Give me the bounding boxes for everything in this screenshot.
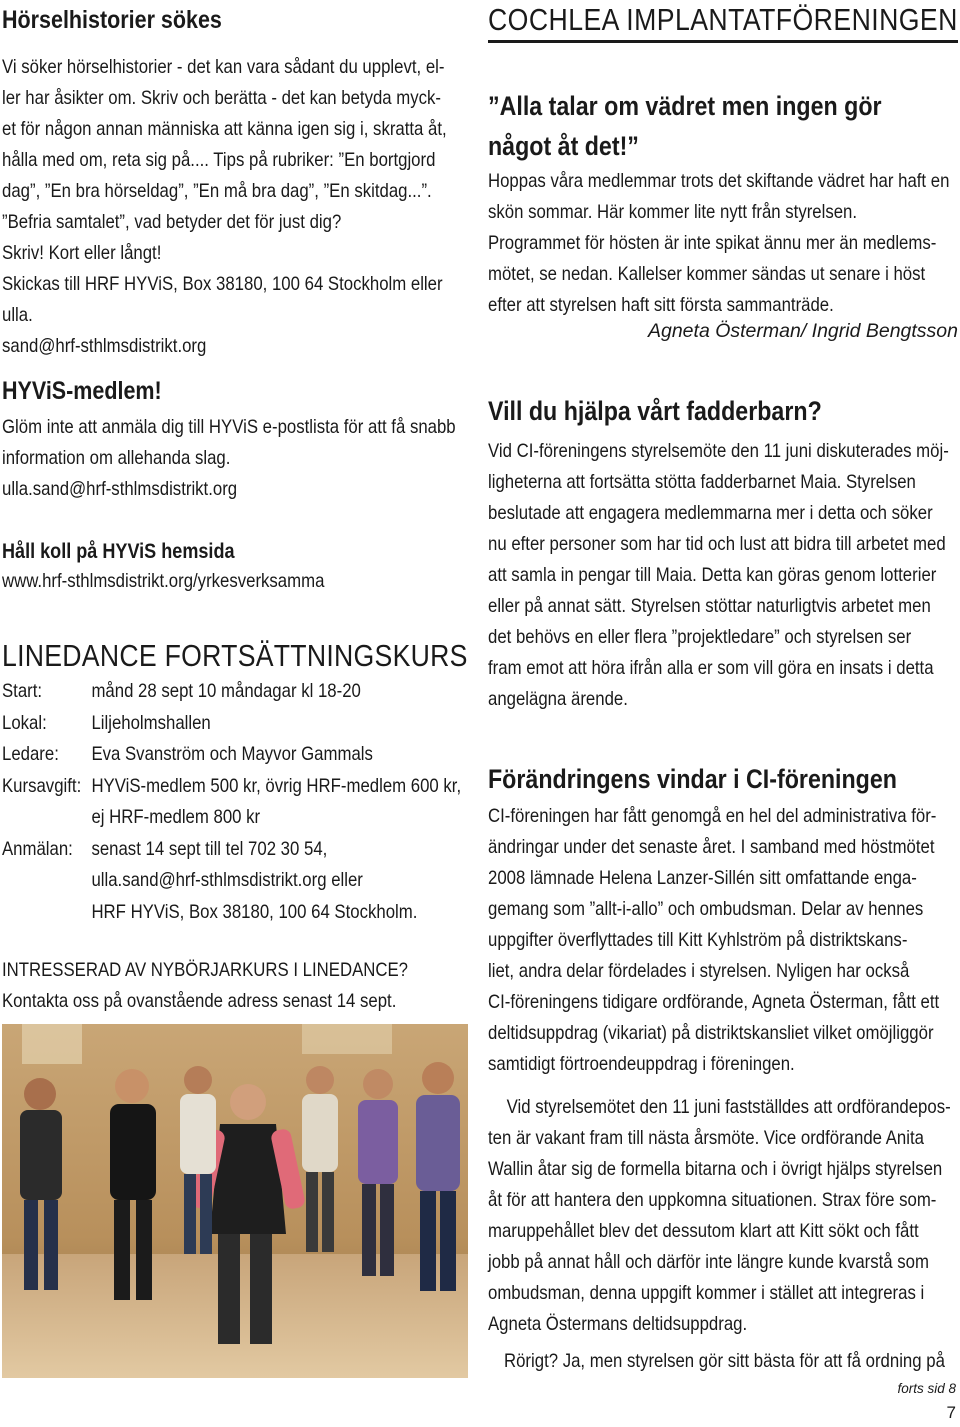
linedance-heading: LINEDANCE FORTSÄTTNINGSKURS: [2, 638, 468, 673]
fadderbarn-heading: Vill du hjälpa vårt fadderbarn?: [488, 396, 822, 426]
text-line: efter att styrelsen haft sitt första sammanträde.: [488, 294, 834, 316]
text-line: åt för att hantera den uppkomna situationen. Strax före som-: [488, 1189, 937, 1211]
hemsida-url[interactable]: www.hrf-sthlmsdistrikt.org/yrkesverksamma: [2, 570, 325, 592]
table-row: [2, 834, 484, 866]
horselhistorier-body: [2, 52, 466, 362]
text-line: mötet, se nedan. Kallelser kommer sändas ut senare i höst: [488, 263, 926, 285]
text-line: Hoppas våra medlemmar trots det skiftande vädret har haft en: [488, 170, 950, 192]
text-line: beslutade att engagera medlemmarna mer i detta och söker: [488, 502, 933, 524]
text-line: INTRESSERAD AV NYBÖRJARKURS I LINEDANCE?: [2, 959, 409, 981]
forandringens-vindar-body-2: [488, 1092, 958, 1340]
forandringens-vindar-heading: Förändringens vindar i CI-föreningen: [488, 764, 897, 794]
signature: Agneta Österman/ Ingrid Bengtsson: [647, 320, 958, 342]
text-line: angelägna ärende.: [488, 688, 628, 710]
text-line: skön sommar. Här kommer lite nytt från styrelsen.: [488, 201, 858, 223]
fadderbarn-body: [488, 436, 958, 715]
row-key: Anmälan:: [2, 837, 73, 860]
text-line: liet, andra delar fördelades i styrelsen. Nyligen har också: [488, 960, 910, 982]
row-key: Start:: [2, 680, 43, 702]
text-line: CI-föreningens tidigare ordförande, Agneta Österman, fått ett: [488, 991, 940, 1013]
section-divider: [488, 40, 958, 43]
row-key: Kursavgift:: [2, 774, 82, 797]
table-row: [2, 708, 484, 740]
hemsida-heading: Håll koll på HYViS hemsida: [2, 540, 235, 563]
rorigt-line: Rörigt? Ja, men styrelsen gör sitt bästa för att få ordning på: [504, 1350, 945, 1372]
hyvis-medlem-body: [2, 412, 473, 505]
table-row: [2, 739, 484, 771]
text-line: ombudsman, denna uppgift kommer i stället att integreras i: [488, 1282, 925, 1304]
row-value: Eva Svanström och Mayvor Gammals: [91, 743, 373, 765]
row-key: [2, 802, 91, 834]
hyvis-medlem-heading: HYViS-medlem!: [2, 377, 162, 405]
row-value: Liljeholmshallen: [91, 711, 211, 734]
text-line: uppgifter överflyttades till Kitt Kyhlström på distriktskans-: [488, 929, 908, 951]
text-line: maruppehållet blev det dessutom klart att Kitt sökt och fått: [488, 1220, 919, 1242]
text-line: 2008 lämnade Helena Lanzer-Sillén sitt omfattande enga-: [488, 867, 917, 889]
row-value: ej HRF-medlem 800 kr: [91, 806, 261, 828]
row-value: månd 28 sept 10 måndagar kl 18-20: [91, 680, 361, 702]
row-key: [2, 865, 91, 897]
text-line: Kontakta oss på ovanstående adress senast 14 sept.: [2, 990, 397, 1012]
horselhistorier-heading: Hörselhistorier sökes: [2, 6, 222, 34]
text-line: det behövs en eller flera ”projektledare” och styrelsen ser: [488, 626, 912, 648]
row-value: HRF HYViS, Box 38180, 100 64 Stockholm.: [91, 900, 418, 923]
row-key: Lokal:: [2, 711, 47, 734]
text-line: nu efter personer som har tid och lust att bidra till arbetet med: [488, 533, 946, 555]
email-link[interactable]: ulla.sand@hrf-sthlmsdistrikt.org: [2, 478, 238, 500]
linedance-photo: [2, 1024, 468, 1378]
alla-talar-heading: [488, 86, 960, 166]
continued-note: forts sid 8: [897, 1381, 956, 1396]
row-value: senast 14 sept till tel 702 30 54,: [91, 837, 328, 860]
text-line: Glöm inte att anmäla dig till HYViS e-postlista för att få snabb: [2, 416, 456, 438]
forandringens-vindar-body: [488, 801, 958, 1080]
text-line: jobb på annat håll och därför inte längre kunde kvarstå som: [488, 1251, 929, 1273]
text-line: Skickas till HRF HYViS, Box 38180, 100 64 Stockholm eller ulla.: [2, 273, 443, 326]
nyborjarkurs-notice: [2, 955, 484, 1017]
text-line: information om allehanda slag.: [2, 447, 231, 469]
text-line: fram emot att höra ifrån alla er som vill göra en insats i detta: [488, 657, 934, 679]
row-key: [2, 897, 91, 929]
text-line: Agneta Östermans deltidsuppdrag.: [488, 1313, 748, 1335]
text-line: ligheterna att fortsätta stötta fadderbarnet Maia. Styrelsen: [488, 471, 916, 493]
linedance-details-table: [2, 676, 484, 928]
text-line: Vid styrelsemötet den 11 juni fastställdes att ordförandepos-: [488, 1096, 951, 1118]
text-line: ändringar under det senaste året. I samband med höstmötet: [488, 836, 935, 858]
heading-line: något åt det!”: [488, 131, 639, 161]
cochlea-section-title: COCHLEA IMPLANTATFÖRENINGEN: [488, 2, 958, 37]
text-line: Programmet för hösten är inte spikat ännu mer än medlems-: [488, 232, 937, 254]
email-link[interactable]: sand@hrf-sthlmsdistrikt.org: [2, 335, 207, 357]
text-line: Skriv! Kort eller långt!: [2, 242, 162, 264]
alla-talar-body: [488, 166, 958, 321]
text-line: hålla med om, reta sig på.... Tips på rubriker: ”En bortgjord: [2, 149, 436, 171]
heading-line: ”Alla talar om vädret men ingen gör: [488, 91, 882, 121]
text-line: ”Befria samtalet”, vad betyder det för just dig?: [2, 211, 342, 233]
text-line: et för någon annan människa att känna igen sig i, skratta åt,: [2, 118, 447, 140]
text-line: gemang som ”allt-i-allo” och ombudsman. Delar av hennes: [488, 898, 924, 920]
text-line: ten är vakant fram till nästa årsmöte. Vice ordförande Anita: [488, 1127, 924, 1149]
page-number: 7: [946, 1403, 956, 1422]
row-value: HYViS-medlem 500 kr, övrig HRF-medlem 600 kr,: [91, 774, 462, 797]
table-row: [2, 771, 484, 803]
table-row: [2, 802, 484, 834]
table-row: [2, 897, 484, 929]
text-line: Vid CI-föreningens styrelsemöte den 11 juni diskuterades möj-: [488, 440, 949, 462]
row-value: ulla.sand@hrf-sthlmsdistrikt.org eller: [91, 869, 363, 891]
text-line: Vi söker hörselhistorier - det kan vara sådant du upplevt, el-: [2, 56, 445, 78]
text-line: Wallin åtar sig de formella bitarna och i övrigt hjälps styrelsen: [488, 1158, 943, 1180]
text-line: att samla in pengar till Maia. Detta kan göras genom lotterier: [488, 564, 937, 586]
text-line: dag”, ”En bra hörseldag”, ”En må bra dag”, ”En skitdag...”.: [2, 180, 432, 202]
row-key: Ledare:: [2, 743, 59, 765]
text-line: ler har åsikter om. Skriv och berätta - det kan betyda myck-: [2, 87, 441, 109]
table-row: [2, 865, 484, 897]
text-line: samtidigt förtroendeuppdrag i föreningen.: [488, 1053, 795, 1075]
text-line: eller på annat sätt. Styrelsen stöttar naturligtvis arbetet men: [488, 595, 931, 617]
text-line: deltidsuppdrag (vikariat) på distriktskansliet vilket omöjliggör: [488, 1022, 934, 1044]
text-line: CI-föreningen har fått genomgå en hel del administrativa för-: [488, 805, 937, 827]
table-row: [2, 676, 484, 708]
dancers-photo-illustration: [2, 1024, 468, 1378]
